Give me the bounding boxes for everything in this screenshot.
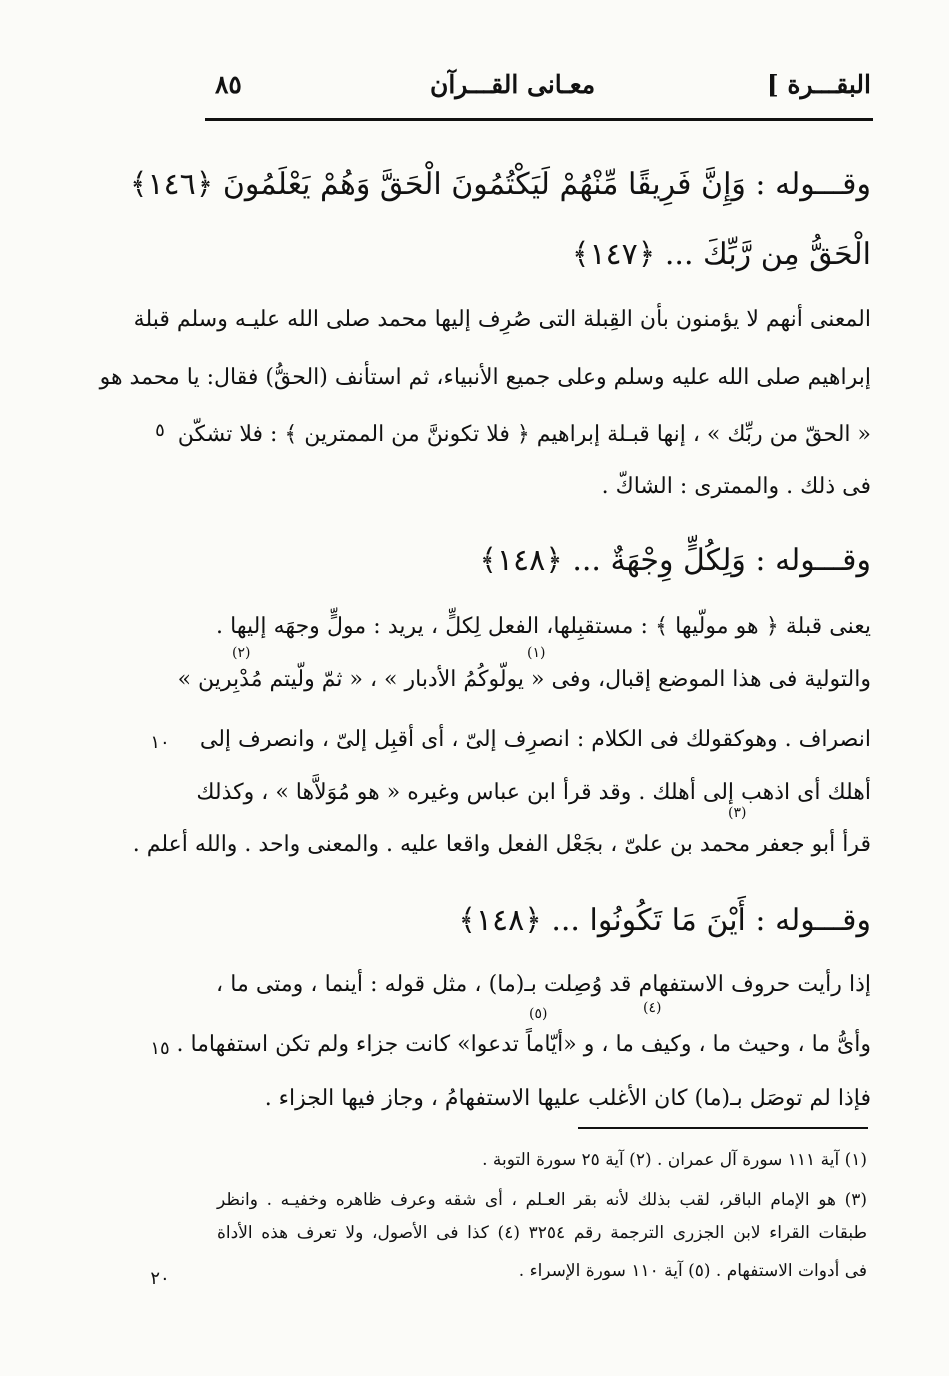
footnote-line: (١) آية ١١١ سورة آل عمران . (٢) آية ٢٥ سورة التوبة . [482,1150,867,1170]
footnote-marker: (٣) [728,805,747,821]
footnote-line: طبقات القراء لابن الجزرى الترجمة رقم ٣٢٥٤ (٤) كذا فى الأصول، ولا تعرف هذه الأداة [217,1223,867,1243]
margin-line-number: ١٥ [150,1038,170,1059]
text-line: والتولية فى هذا الموضع إقبال، وفى « يولّوكُمُ الأدبار » ، « ثمّ ولّيتم مُدْبِرين » [177,667,871,692]
text-line: قرأ أبو جعفر محمد بن علىّ ، بجَعْل الفعل واقعا عليه . والمعنى واحد . والله أعلم . [132,832,871,857]
text-line: يعنى قبلة ﴿ هو مولّيها ﴾ : مستقبِلها، الفعل لِكلٍّ ، يريد : مولٍّ وجهَه إليها . [216,614,871,639]
text-line: انصراف . وهوكقولك فى الكلام : انصرِف إلىّ ، أى أقبِل إلىّ ، وانصرف إلى [199,727,871,752]
text-line: فإذا لم توصَل بـ(ما) كان الأغلب عليها الاستفهامُ ، وجاز فيها الجزاء . [264,1086,871,1111]
text-line: إبراهيم صلى الله عليه وسلم وعلى جميع الأنبياء، ثم استأنف (الحقُّ) فقال: يا محمد هو [99,365,871,390]
verse-line: وقـــوله : وَإِنَّ فَرِيقًا مِّنْهُمْ لَيَكْتُمُونَ الْحَقَّ وَهُمْ يَعْلَمُونَ ﴿١٤٦﴾ [129,167,871,202]
verse-line: وقـــوله : أَيْنَ مَا تَكُونُوا ... ﴿١٤٨﴾ [458,903,871,938]
margin-line-number: ١٠ [150,732,170,753]
header-rule [205,118,873,121]
running-header-surah: البقـــرة ] [766,70,871,99]
margin-line-number: ٢٠ [150,1268,170,1289]
text-line: المعنى أنهم لا يؤمنون بأن القِبلة التى صُرِف إليها محمد صلى الله عليـه وسلم قبلة [133,307,871,332]
footnote-marker: (١) [527,645,546,661]
footnote-line: فى أدوات الاستفهام . (٥) آية ١١٠ سورة الإسراء . [518,1261,867,1281]
verse-line: وقـــوله : وَلِكُلٍّ وِجْهَةٌ ... ﴿١٤٨﴾ [479,543,871,578]
text-line: إذا رأيت حروف الاستفهام قد وُصِلت بـ(ما) ، مثل قوله : أينما ، ومتى ما ، [216,972,871,997]
text-line: فى ذلك . والممترى : الشاكّ . [601,474,871,499]
text-line: « الحقّ من ربِّك » ، إنها قبـلة إبراهيم ﴿ فلا تكوننَّ من الممترين ﴾ : فلا تشكّن [177,422,871,447]
text-line: أهلك أى اذهب إلى أهلك . وقد قرأ ابن عباس وغيره « هو مُوَلاَّها » ، وكذلك [196,780,871,805]
footnote-marker: (٥) [529,1006,548,1022]
page-number: ٨٥ [215,70,242,99]
margin-line-number: ٥ [155,420,165,441]
text-line: وأىُّ ما ، وحيث ما ، وكيف ما ، و «أيّاماً تدعوا» كانت جزاء ولم تكن استفهاما . [176,1032,871,1057]
running-header-title: معـانى القـــرآن [430,70,596,99]
footnote-line: (٣) هو الإمام الباقر، لقب بذلك لأنه بقر العـلم ، أى شقه وعرف ظاهره وخفيـه . وانظر [217,1190,867,1210]
footnote-rule [578,1127,868,1129]
footnote-marker: (٢) [232,645,251,661]
verse-line: الْحَقُّ مِن رَّبِّكَ ... ﴿١٤٧﴾ [571,237,871,272]
footnote-marker: (٤) [643,1000,662,1016]
